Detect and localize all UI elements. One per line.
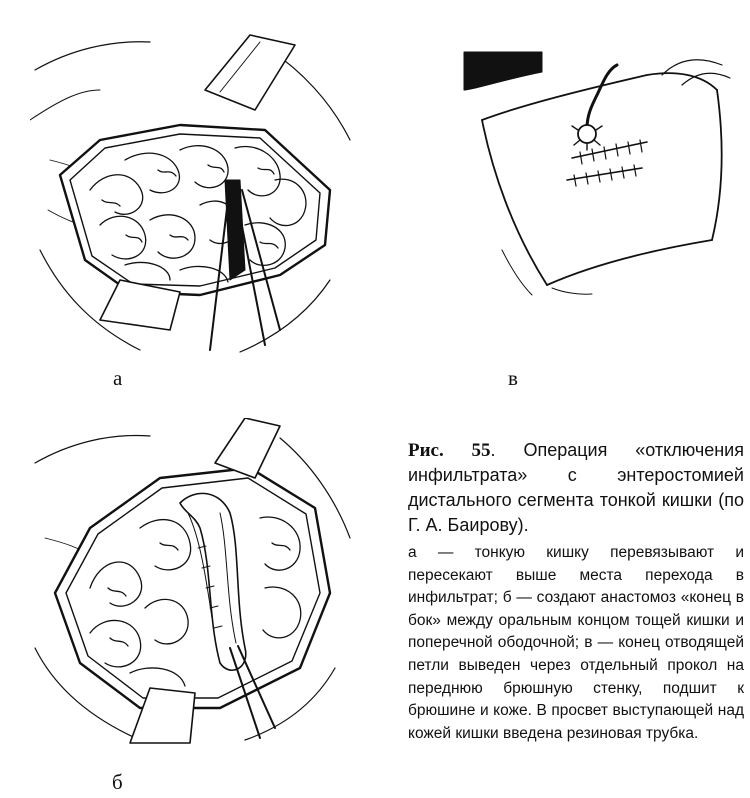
caption-figure-number: Рис. 55	[408, 440, 491, 461]
illustration-a	[30, 30, 360, 360]
figure-label-a: а	[113, 366, 123, 390]
figure-label-v: в	[508, 366, 518, 390]
illustration-b	[30, 418, 360, 748]
caption-title	[408, 438, 744, 538]
figure-label-b: б	[112, 770, 123, 794]
caption-title-text: . Операция «отключения инфильтрата» с энтеростомией дистального сегмента тонкой кишки (по Г. А. Баирову).	[408, 440, 744, 535]
figure-caption	[408, 438, 744, 745]
illustration-v	[462, 50, 737, 300]
caption-body: а — тонкую кишку перевязывают и пересекают выше места перехода в инфильтрат; б — создают анастомоз «конец в бок» между оральным концом тощей кишки и поперечной ободочной; в — конец отводящей петли выведен через отдельный прокол на переднюю брюшную стенку, подшит к брюшине и коже. В просвет выступающей над кожей кишки введена резиновая трубка.	[408, 544, 744, 742]
